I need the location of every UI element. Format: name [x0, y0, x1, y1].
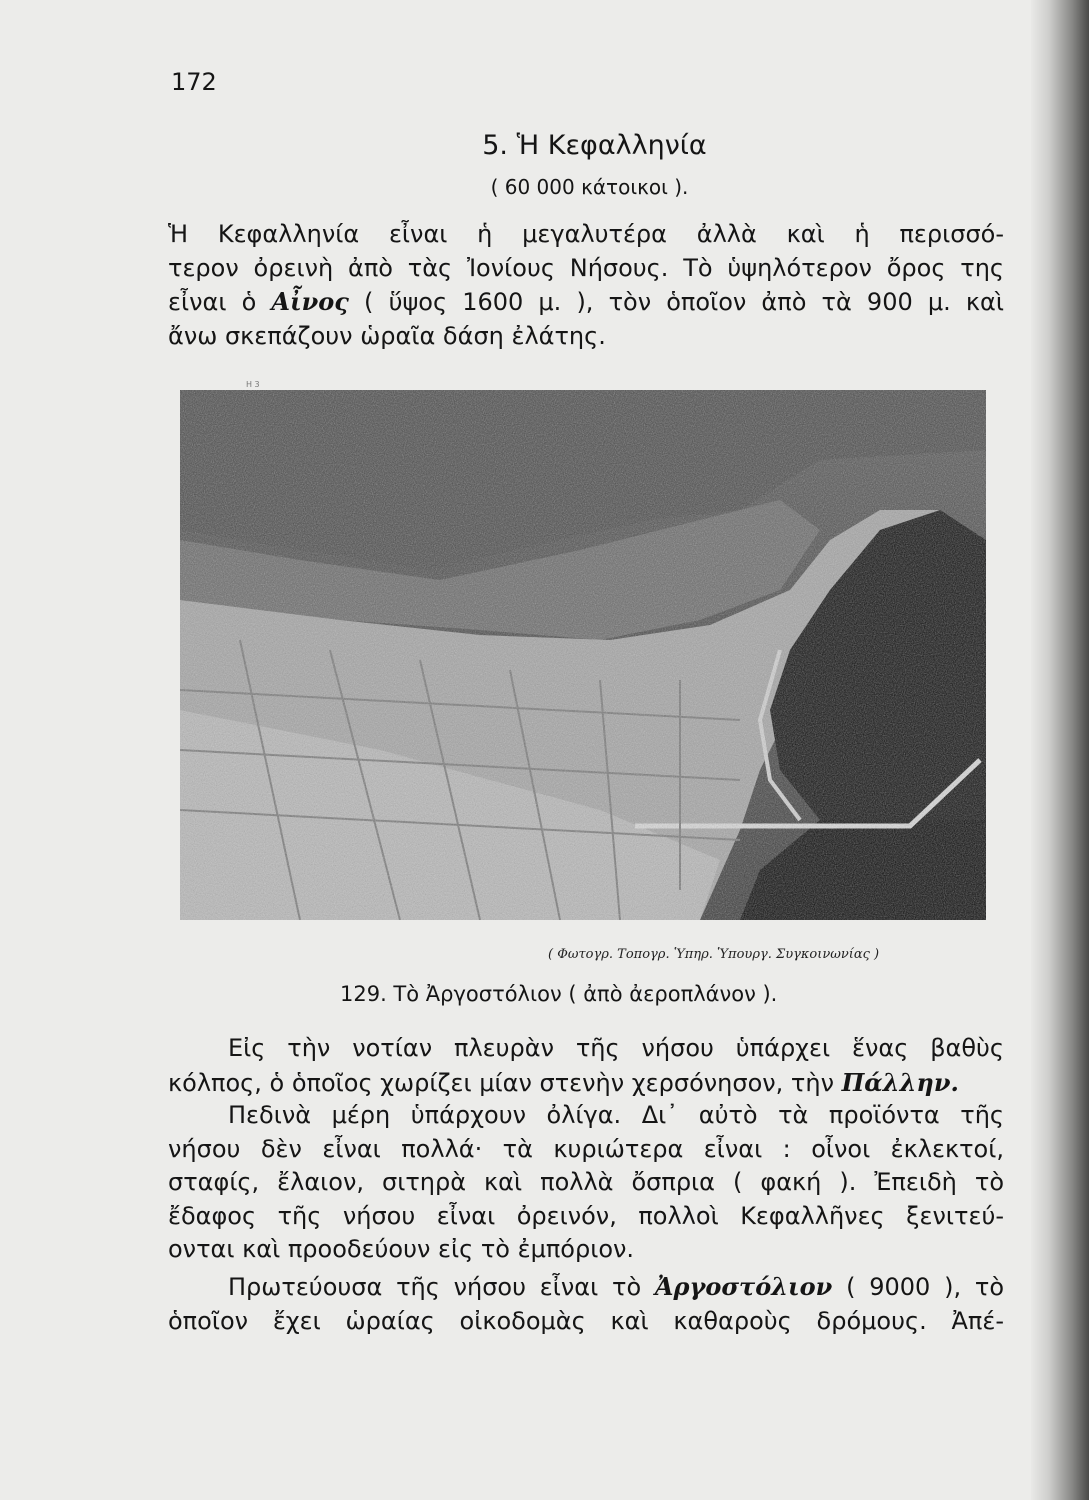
book-spine-shadow	[1031, 0, 1089, 1500]
intro-line-4: ἄνω σκεπάζουν ὡραῖα δάση ἐλάτης.	[168, 321, 606, 350]
p1-line-1: Εἰς τὴν νοτίαν πλευρὰν τῆς νήσου ὑπάρχει ἕνας βαθὺς	[228, 1034, 1004, 1062]
place-ainos: Αἶνος	[271, 287, 349, 316]
population-note: ( 60 000 κάτοικοι ).	[490, 175, 689, 199]
paragraph-south-coast	[168, 1032, 1004, 1100]
photo-caption: 129. Τὸ Ἀργοστόλιον ( ἀπὸ ἀεροπλάνον ).	[340, 982, 778, 1006]
scan-mark: Η 3	[246, 380, 260, 389]
p2-line-5: ονται καὶ προοδεύουν εἰς τὸ ἐμπόριον.	[168, 1235, 635, 1263]
intro-paragraph	[168, 218, 1004, 353]
p2-line-4: ἔδαφος τῆς νήσου εἶναι ὀρεινόν, πολλοὶ Κεφαλλῆνες ξενιτεύ-	[168, 1201, 1004, 1230]
aerial-photo-argostoli	[180, 390, 986, 920]
p2-line-1: Πεδινὰ μέρη ὑπάρχουν ὀλίγα. Δι᾿ αὐτὸ τὰ προϊόντα τῆς	[228, 1101, 1004, 1129]
aerial-photo-illustration	[180, 390, 986, 920]
chapter-title: 5. Ἡ Κεφαλληνία	[482, 130, 707, 161]
intro-line-3: εἶναι ὁ Αἶνος ( ὕψος 1600 μ. ), τὸν ὁποῖον ἀπὸ τὰ 900 μ. καὶ	[168, 287, 1004, 316]
photo-credit: ( Φωτογρ. Τοπογρ. Ὑπηρ. Ὑπουργ. Συγκοινωνίας )	[548, 947, 880, 962]
paragraph-products	[168, 1099, 1004, 1267]
place-argostoli: Ἀργοστόλιον	[654, 1272, 833, 1301]
intro-line-1: Ἡ Κεφαλληνία εἶναι ἡ μεγαλυτέρα ἀλλὰ καὶ ἡ περισσό-	[168, 220, 1004, 248]
place-palli: Πάλλην.	[841, 1067, 959, 1097]
page-number: 172	[171, 68, 217, 96]
p3-line-1: Πρωτεύουσα τῆς νήσου εἶναι τὸ Ἀργοστόλιον ( 9000 ), τὸ	[228, 1272, 1004, 1301]
p2-line-3: σταφίς, ἔλαιον, σιτηρὰ καὶ πολλὰ ὄσπρια ( φακή ). Ἐπειδὴ τὸ	[168, 1168, 1004, 1196]
p1-line-2: κόλπος, ὁ ὁποῖος χωρίζει μίαν στενὴν χερσόνησον, τὴν Πάλλην.	[168, 1067, 959, 1097]
paragraph-capital	[168, 1270, 1004, 1338]
p3-line-2: ὁποῖον ἔχει ὡραίας οἰκοδομὰς καὶ καθαροὺς δρόμους. Ἀπέ-	[168, 1306, 1004, 1335]
intro-line-2: τερον ὀρεινὴ ἀπὸ τὰς Ἰονίους Νήσους. Τὸ ὑψηλότερον ὄρος της	[168, 253, 1004, 282]
p2-line-2: νήσου δὲν εἶναι πολλά· τὰ κυριώτερα εἶναι : οἶνοι ἐκλεκτοί,	[168, 1134, 1004, 1163]
